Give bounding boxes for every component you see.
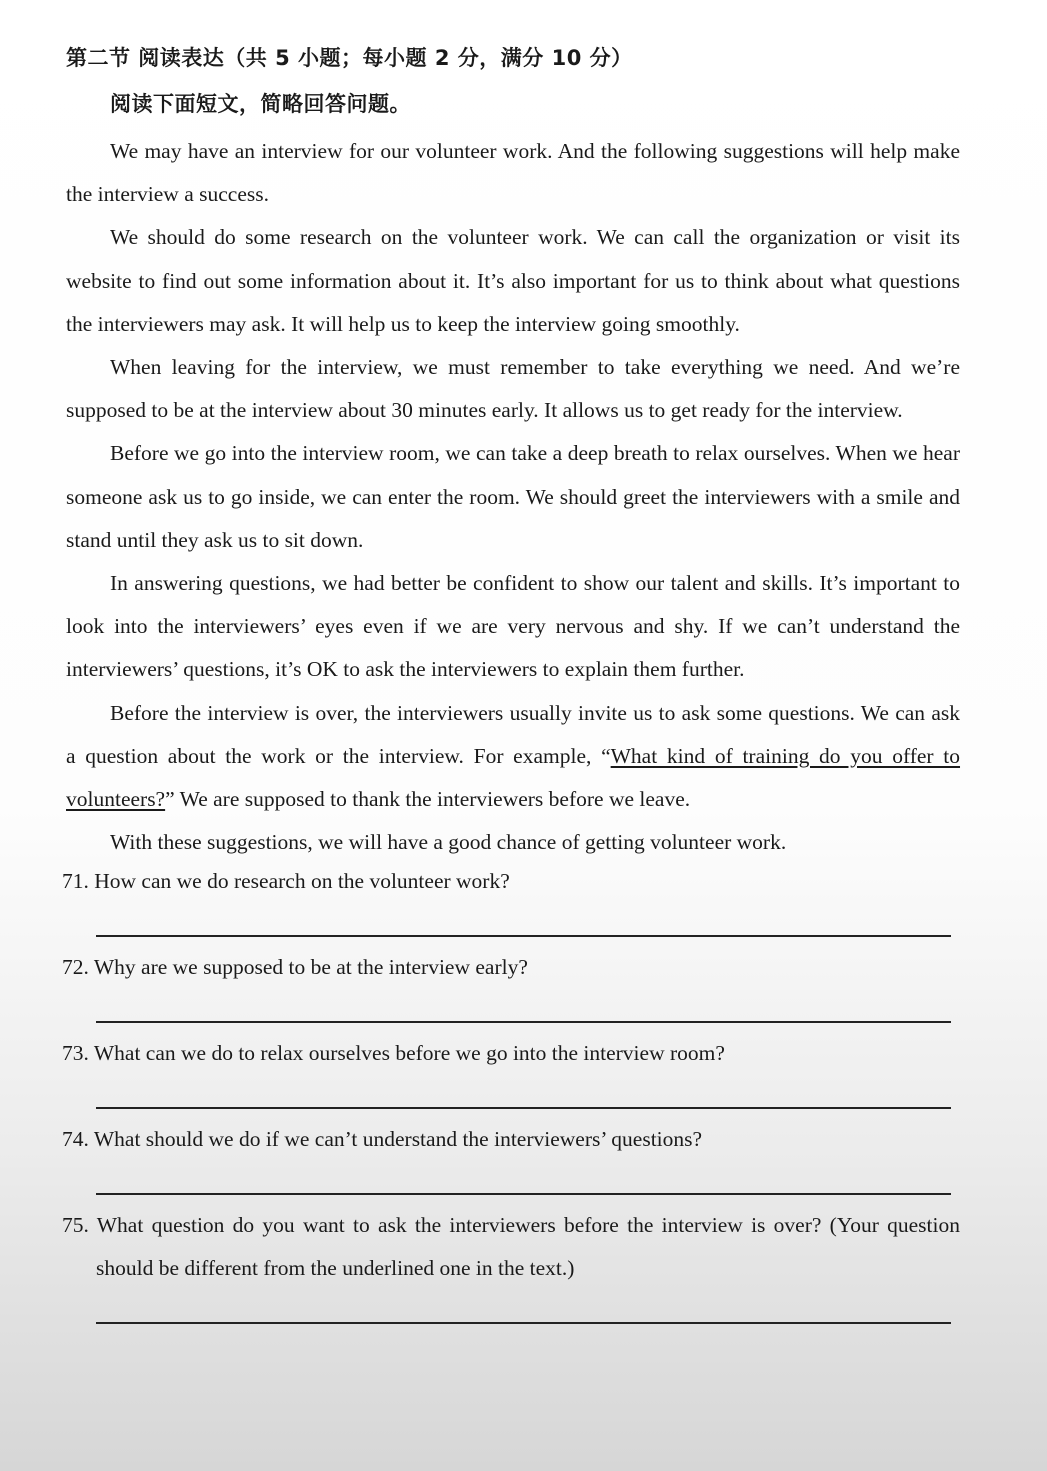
passage-paragraph-6 [66,692,960,822]
paragraph-6-intro: Before the interview is over, the interviewers usually invite us to ask some questions. We can ask a question about the work or the interview. For example, “ [66,700,960,768]
question-72 [62,946,960,989]
question-73-text: 73. What can we do to relax ourselves before we go into the interview room? [62,1041,725,1065]
instruction-text: 阅读下面短文，简略回答问题。 [110,92,411,116]
passage-paragraph-1: We may have an interview for our volunteer work. And the following suggestions will help make the interview a success. [66,139,960,207]
section-title: 第二节 阅读表达（共 5 小题；每小题 2 分，满分 10 分） [66,46,633,70]
question-74-text: 74. What should we do if we can’t understand the interviewers’ questions? [62,1127,703,1151]
passage-paragraph-4: Before we go into the interview room, we can take a deep breath to relax ourselves. When we hear someone ask us to go inside, we can enter the room. We should greet the interviewers with a smile and stand until they ask us to sit down. [66,441,960,552]
answer-line-73[interactable] [96,1107,951,1109]
passage-paragraph-2: We should do some research on the volunteer work. We can call the organization or visit its website to find out some information about it. It’s also important for us to think about what questions the interviewers may ask. It will help us to keep the interview going smoothly. [66,225,960,336]
question-72-text: 72. Why are we supposed to be at the interview early? [62,955,528,979]
question-71-text: 71. How can we do research on the volunteer work? [62,869,510,893]
question-75 [62,1204,960,1290]
underlined-example-question: What kind of training do you offer to volunteers? [66,743,961,812]
question-74 [62,1118,960,1161]
passage-paragraph-3: When leaving for the interview, we must remember to take everything we need. And we’re supposed to be at the interview about 30 minutes early. It allows us to get ready for the interview. [66,355,960,423]
paragraph-6-ending: ” We are supposed to thank the interviewers before we leave. [165,787,691,812]
answer-line-71[interactable] [96,935,951,937]
answer-line-74[interactable] [96,1193,951,1195]
question-71 [62,860,960,903]
passage-paragraph-5: In answering questions, we had better be confident to show our talent and skills. It’s important to look into the interviewers’ eyes even if we are very nervous and shy. If we can’t understand the interviewers’ questions, it’s OK to ask the interviewers to explain them further. [66,571,960,682]
reading-passage [66,130,960,864]
question-73 [62,1032,960,1075]
answer-line-75[interactable] [96,1322,951,1324]
passage-paragraph-7: With these suggestions, we will have a good chance of getting volunteer work. [110,830,787,855]
question-75-text: 75. What question do you want to ask the interviewers before the interview is over? (Your question should be different from the underlined one in the text.) [62,1213,960,1280]
answer-line-72[interactable] [96,1021,951,1023]
